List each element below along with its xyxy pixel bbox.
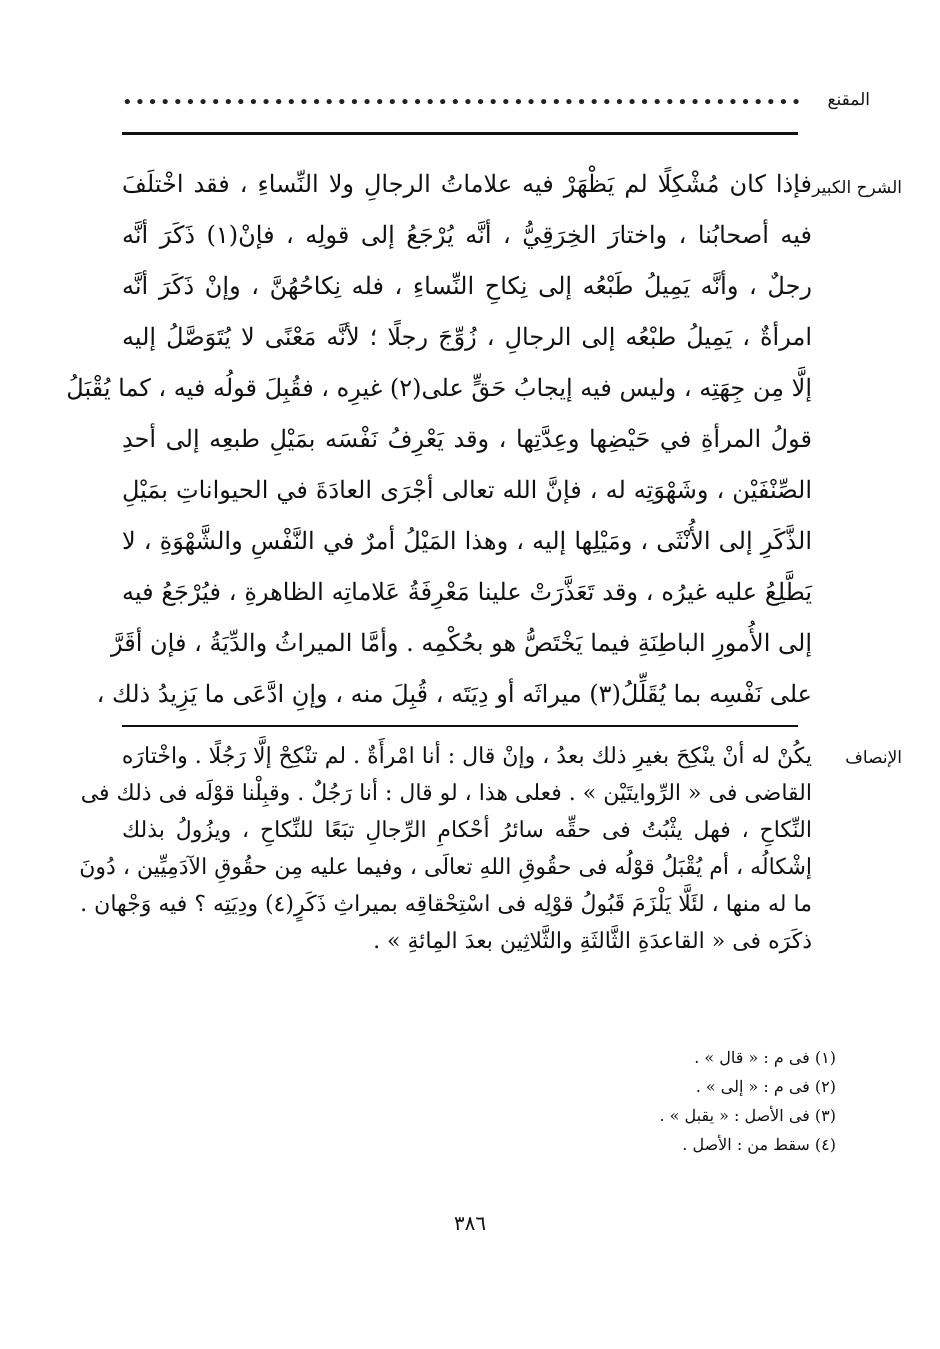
text-line: رجلٌ ، وأنَّه يَمِيلُ طَبْعُه إلى نِكاحِ النِّساءِ ، فله نِكاحُهُنَّ ، وإنْ ذَكَرَ أنَّه: [122, 272, 812, 300]
section-divider: [122, 725, 798, 727]
text-line: امرأةٌ ، يَمِيلُ طبْعُه إلى الرجالِ ، زُوِّجَ رجلًا ؛ لأنَّه مَعْنًى لا يُتَوَصَّلُ إليه: [122, 323, 812, 351]
text-line: فيه أصحابُنا ، واختارَ الخِرَقِيُّ ، أنَّه يُرْجَعُ إلى قولِه ، فإنْ(١) ذَكَرَ أنَّه: [122, 221, 812, 249]
text-line: إلى الأُمورِ الباطِنَةِ فيما يَخْتَصُّ هو بحُكْمِه . وأمَّا الميراثُ والدِّيَةُ ، فإن أقَرَّ: [111, 629, 812, 657]
footnote: (١) فى م : « قال » .: [694, 1048, 836, 1067]
text-line: ذكَرَه فى « القاعدَةِ الثَّالثَةِ والثَّلاثِين بعدَ المِائةِ » .: [373, 929, 812, 954]
header-dot-leader: ••••••••••••••••••••••••••••••••••••••••••••••••••••••: [122, 92, 804, 113]
sharh-text-block: [66, 159, 812, 720]
section-label-insaf: الإنصاف: [845, 748, 902, 768]
text-line: قولُ المرأةِ في حَيْضِها وعِدَّتِها ، وقد يَعْرِفُ نَفْسَه بمَيْلِ طبعِه إلى أحدِ: [122, 425, 812, 453]
text-line: الذَّكَرِ إلى الأُنْثَى ، ومَيْلِها إليه ، وهذا المَيْلُ أمرٌ في النَّفْسِ والشَّهْوَةِ ، لا: [122, 527, 812, 555]
text-line: الصِّنْفَيْن ، وشَهْوَتِه له ، فإنَّ الله تعالى أجْرَى العادَةَ في الحيواناتِ بمَيْلِ: [122, 476, 812, 504]
text-line: النِّكاحِ ، فهل يثْبُتُ فى حقِّه سائرُ أحْكامِ الرِّجالِ تبَعًا للنِّكاحِ ، ويزُولُ بذلك: [122, 818, 812, 843]
footnote: (٤) سقط من : الأصل .: [682, 1135, 836, 1154]
text-line: القاضى فى « الرِّوايتَيْن » . فعلى هذا ، لو قال : أنا رَجُلٌ . وقبِلْنا قوْلَه فى ذلك فى: [80, 781, 812, 806]
footnote: (٣) فى الأصل : « يقبل » .: [659, 1106, 836, 1125]
text-line: على نَفْسِه بما يُقَلِّلُ(٣) ميراثَه أو دِيَتَه ، قُبِلَ منه ، وإنِ ادَّعَى ما يَزِيدُ ذلك ،: [96, 680, 812, 708]
book-title: المقنع: [827, 90, 870, 110]
text-line: يَطَّلِعُ عليه غيرُه ، وقد تَعَذَّرَتْ علينا مَعْرِفَةُ عَلاماتِه الظاهرةِ ، فيُرْجَعُ فيه: [122, 578, 812, 606]
text-line: فإذا كان مُشْكِلًا لم يَظْهَرْ فيه علاماتُ الرجالِ ولا النِّساءِ ، فقد اخْتلَفَ: [122, 170, 812, 198]
footnote: (٢) فى م : « إلى » .: [695, 1077, 836, 1096]
section-label-sharh: الشرح الكبير: [812, 178, 902, 198]
text-line: إلَّا مِن جِهَتِه ، وليس فيه إيجابُ حَقٍّ على(٢) غيرِه ، فقُبِلَ قولُه فيه ، كما يُقْبَلُ: [66, 374, 812, 402]
text-line: إشْكالُه ، أم يُقْبَلُ قوْلُه فى حقُوقِ اللهِ تعالَى ، وفيما عليه مِن حقُوقِ الآدَمِيِّين ، دُونَ: [79, 855, 812, 880]
header-rule: [122, 132, 798, 135]
text-line: يكُنْ له أنْ ينْكِحَ بغيرِ ذلك بعدُ ، وإنْ قال : أنا امْرأَةٌ . لم تنْكِحْ إلَّا رَجُلًا . واخْتارَه: [121, 744, 812, 769]
insaf-text-block: [79, 738, 812, 960]
text-line: ما له منها ، لئَلَّا يَلْزَمَ قَبُولُ قوْلِه فى اسْتِحْقاقِه بميراثِ ذَكَرٍ(٤) ودِيَتِه ؟ فيه وَجْهان .: [80, 892, 812, 917]
footnotes: [336, 1043, 836, 1159]
page-number: ٣٨٦: [453, 1211, 487, 1235]
